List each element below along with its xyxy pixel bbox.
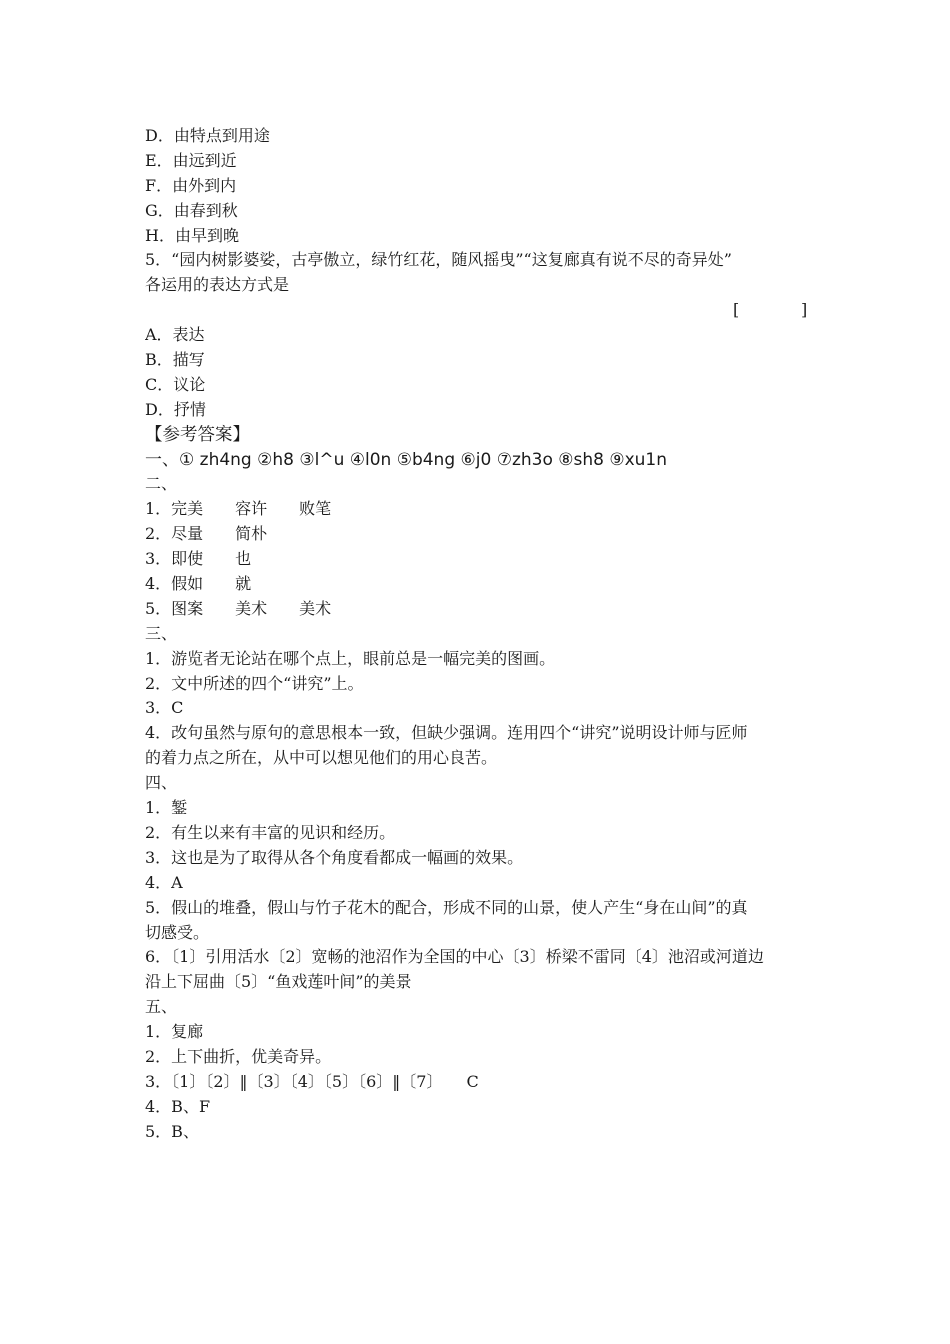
answer-item-line1: 4．改句虽然与原句的意思根本一致，但缺少强调。连用四个“讲究”说明设计师与匠师: [145, 723, 748, 743]
answer-item: 4．假如 就: [145, 574, 252, 594]
q5-option-c: C．议论: [145, 374, 206, 394]
answer-item-line1: 6．〔1〕引用活水〔2〕宽畅的池沼作为全国的中心〔3〕桥梁不雷同〔4〕池沼或河道边: [145, 947, 764, 967]
answer-item: 5．图案 美术 美术: [145, 598, 332, 618]
q5-option-a: A．表达: [145, 325, 205, 345]
answers-section-5-title: 五、: [145, 997, 178, 1017]
answer-item: 1．复廊: [145, 1022, 204, 1042]
answers-section-1: 一、① zh4ng ②h8 ③l^u ④l0n ⑤b4ng ⑥j0 ⑦zh3o ⑧sh8 ⑨xu1n: [145, 449, 668, 470]
answer-item: 3．这也是为了取得从各个角度看都成一幅画的效果。: [145, 847, 524, 867]
answer-item-line2: 切感受。: [145, 922, 210, 942]
answer-item: 3．C: [145, 698, 184, 718]
answer-item: 5．B、: [145, 1121, 199, 1141]
answer-item-line2: 的着力点之所在，从中可以想见他们的用心良苦。: [145, 748, 498, 768]
q5-stem-line1: 5．“园内树影婆娑，古亭傲立，绿竹红花，随风摇曳”“这复廊真有说不尽的奇异处”: [145, 250, 732, 270]
answer-item: 1．游览者无论站在哪个点上，眼前总是一幅完美的图画。: [145, 648, 556, 668]
answer-item: 1．完美 容许 败笔: [145, 499, 332, 519]
answer-item: 2．尽量 简朴: [145, 524, 268, 544]
q5-answer-bracket: [145, 298, 815, 323]
q4-option-d: D．由特点到用途: [145, 126, 270, 145]
q5-stem-line2: 各运用的表达方式是: [145, 275, 290, 295]
answers-section-2-title: 二、: [145, 474, 178, 494]
q5-option-b: B．描写: [145, 350, 205, 370]
q4-option-g: G．由春到秋: [145, 200, 238, 220]
bracket-open: [: [733, 300, 740, 320]
answer-item: 3．〔1〕〔2〕‖〔3〕〔4〕〔5〕〔6〕‖〔7〕 C: [145, 1071, 479, 1091]
bracket-close: ]: [801, 300, 808, 320]
answer-item: 1．錾: [145, 798, 188, 818]
answer-item-line1: 5．假山的堆叠，假山与竹子花木的配合，形成不同的山景，使人产生“身在山间”的真: [145, 897, 748, 917]
answers-heading: 【参考答案】: [145, 424, 250, 445]
answer-item: 2．上下曲折，优美奇异。: [145, 1046, 332, 1066]
answer-item: 2．有生以来有丰富的见识和经历。: [145, 822, 396, 842]
document-body: [145, 124, 815, 1145]
answer-item: 2．文中所述的四个“讲究”上。: [145, 673, 364, 693]
answer-item: 4．B、F: [145, 1096, 211, 1116]
answer-item-line2: 沿上下屈曲〔5〕“鱼戏莲叶间”的美景: [145, 972, 412, 992]
answers-section-4-title: 四、: [145, 773, 178, 793]
answer-item: 4．A: [145, 872, 183, 892]
q4-option-e: E．由远到近: [145, 150, 237, 170]
answers-section-3-title: 三、: [145, 623, 178, 643]
answer-item: 3．即使 也: [145, 549, 252, 569]
q4-option-h: H．由早到晚: [145, 225, 239, 245]
q5-option-d: D．抒情: [145, 399, 206, 419]
q4-option-f: F．由外到内: [145, 175, 237, 195]
